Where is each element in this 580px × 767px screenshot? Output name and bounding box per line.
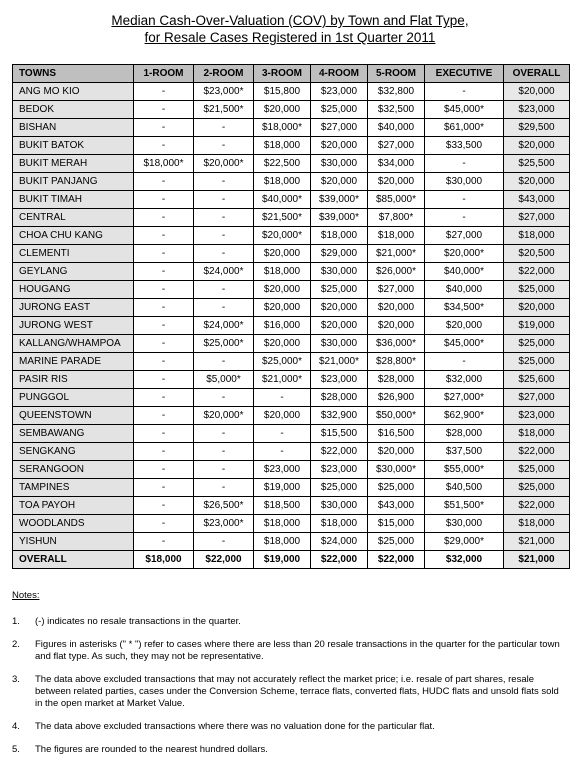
value-cell: $20,500 [504,245,570,263]
value-cell: $26,000* [368,263,425,281]
table-row [13,119,570,137]
value-cell: $21,500* [254,209,311,227]
table-row [13,299,570,317]
value-cell: $51,500* [425,497,504,515]
value-cell: $27,000 [504,209,570,227]
value-cell: $21,000* [368,245,425,263]
town-cell: HOUGANG [13,281,134,299]
value-cell: $18,000 [504,425,570,443]
note-item [12,674,568,710]
value-cell: $36,000* [368,335,425,353]
value-cell: $20,000 [504,173,570,191]
value-cell: $24,000 [311,533,368,551]
value-cell: $20,000 [504,83,570,101]
town-cell: TOA PAYOH [13,497,134,515]
value-cell: $20,000* [194,155,254,173]
town-cell: ANG MO KIO [13,83,134,101]
value-cell: $30,000 [311,263,368,281]
value-cell: $18,000 [254,137,311,155]
value-cell: - [194,119,254,137]
value-cell: - [134,299,194,317]
table-header-row [13,65,570,83]
table-row [13,461,570,479]
value-cell: - [254,425,311,443]
value-cell: $18,000 [368,227,425,245]
note-text: The data above excluded transactions that may not accurately reflect the market price; i.e. resale of part shares, resale between related parties, cases under the Conversion Scheme, terrace flats, converted flats, HUDC flats and unsold flats sold in the open market at Market Value. [35,674,559,709]
value-cell: $30,000 [311,335,368,353]
value-cell: $20,000 [311,173,368,191]
table-row [13,389,570,407]
value-cell: $18,000 [254,515,311,533]
town-cell: PUNGGOL [13,389,134,407]
table-row [13,425,570,443]
value-cell: - [194,389,254,407]
value-cell: $23,000 [504,407,570,425]
value-cell: $21,000* [254,371,311,389]
value-cell: $20,000 [254,245,311,263]
value-cell: $20,000* [194,407,254,425]
value-cell: - [194,227,254,245]
value-cell: $23,000* [194,515,254,533]
table-row [13,479,570,497]
value-cell: $20,000 [368,443,425,461]
value-cell: $30,000 [425,173,504,191]
value-cell: $21,000 [504,533,570,551]
value-cell: $27,000 [311,119,368,137]
town-cell: QUEENSTOWN [13,407,134,425]
value-cell: $18,500 [254,497,311,515]
value-cell: $25,000 [504,353,570,371]
value-cell: $25,000 [368,479,425,497]
value-cell: $20,000 [425,317,504,335]
value-cell: - [194,209,254,227]
notes-list [12,616,568,756]
value-cell: $23,000 [311,461,368,479]
value-cell: - [134,119,194,137]
value-cell: $20,000 [311,137,368,155]
column-header-towns: TOWNS [13,65,134,83]
value-cell: - [134,515,194,533]
value-cell: $20,000* [254,227,311,245]
value-cell: $18,000 [254,173,311,191]
table-row [13,245,570,263]
town-cell: BUKIT TIMAH [13,191,134,209]
value-cell: $29,000 [311,245,368,263]
value-cell: $30,000* [368,461,425,479]
value-cell: $22,000 [504,263,570,281]
value-cell: $26,500* [194,497,254,515]
value-cell: $22,000 [311,551,368,569]
town-cell: BISHAN [13,119,134,137]
value-cell: - [194,425,254,443]
town-cell: SENGKANG [13,443,134,461]
value-cell: - [194,281,254,299]
town-cell: TAMPINES [13,479,134,497]
value-cell: - [194,533,254,551]
value-cell: $26,900 [368,389,425,407]
value-cell: $32,800 [368,83,425,101]
value-cell: $34,000 [368,155,425,173]
value-cell: $22,000 [504,443,570,461]
notes-heading: Notes: [12,590,40,601]
table-row [13,515,570,533]
table-row [13,281,570,299]
value-cell: $22,000 [368,551,425,569]
value-cell: $5,000* [194,371,254,389]
value-cell: $27,000 [504,389,570,407]
value-cell: $27,000* [425,389,504,407]
value-cell: $39,000* [311,191,368,209]
value-cell: $28,000 [425,425,504,443]
town-cell: BUKIT BATOK [13,137,134,155]
value-cell: $18,000 [504,515,570,533]
town-cell: BUKIT PANJANG [13,173,134,191]
value-cell: $22,500 [254,155,311,173]
town-cell: CLEMENTI [13,245,134,263]
value-cell: $24,000* [194,263,254,281]
value-cell: $22,000 [311,443,368,461]
town-cell: CENTRAL [13,209,134,227]
notes-section [12,590,568,767]
note-number: 5. [12,744,20,755]
table-row [13,371,570,389]
value-cell: $20,000 [254,281,311,299]
column-header: 2-ROOM [194,65,254,83]
note-text: The data above excluded transactions where there was no valuation done for the particular flat. [35,721,435,732]
note-number: 2. [12,639,20,650]
value-cell: $15,500 [311,425,368,443]
town-cell: OVERALL [13,551,134,569]
value-cell: $40,500 [425,479,504,497]
table-row [13,407,570,425]
value-cell: - [425,191,504,209]
value-cell: $62,900* [425,407,504,425]
value-cell: $40,000* [425,263,504,281]
table-row [13,353,570,371]
value-cell: $20,000* [425,245,504,263]
value-cell: $28,000 [368,371,425,389]
value-cell: - [134,101,194,119]
value-cell: $34,500* [425,299,504,317]
note-number: 4. [12,721,20,732]
value-cell: - [134,83,194,101]
value-cell: - [134,443,194,461]
value-cell: - [134,479,194,497]
table-row [13,335,570,353]
note-text: The figures are rounded to the nearest hundred dollars. [35,744,268,755]
column-header: EXECUTIVE [425,65,504,83]
town-cell: KALLANG/WHAMPOA [13,335,134,353]
value-cell: $27,000 [368,137,425,155]
table-row [13,155,570,173]
value-cell: - [134,425,194,443]
value-cell: $18,000 [504,227,570,245]
value-cell: - [134,317,194,335]
town-cell: SEMBAWANG [13,425,134,443]
table-row-overall [13,551,570,569]
value-cell: - [134,281,194,299]
value-cell: - [254,389,311,407]
table-body [13,83,570,569]
town-cell: BUKIT MERAH [13,155,134,173]
note-number: 1. [12,616,20,627]
value-cell: - [134,191,194,209]
value-cell: - [194,299,254,317]
town-cell: JURONG WEST [13,317,134,335]
table-row [13,227,570,245]
value-cell: $23,000 [504,101,570,119]
table-row [13,533,570,551]
value-cell: - [134,245,194,263]
table-row [13,101,570,119]
value-cell: $23,000* [194,83,254,101]
value-cell: $50,000* [368,407,425,425]
town-cell: SERANGOON [13,461,134,479]
town-cell: MARINE PARADE [13,353,134,371]
value-cell: - [194,191,254,209]
table-row [13,83,570,101]
value-cell: $23,000 [311,371,368,389]
value-cell: - [194,443,254,461]
town-cell: CHOA CHU KANG [13,227,134,245]
value-cell: $25,000* [194,335,254,353]
town-cell: WOODLANDS [13,515,134,533]
value-cell: $25,000* [254,353,311,371]
value-cell: - [134,263,194,281]
value-cell: $24,000* [194,317,254,335]
column-header: OVERALL [504,65,570,83]
town-cell: JURONG EAST [13,299,134,317]
value-cell: $30,000 [425,515,504,533]
value-cell: $25,600 [504,371,570,389]
value-cell: $25,000 [311,479,368,497]
value-cell: $25,000 [504,461,570,479]
value-cell: $16,000 [254,317,311,335]
value-cell: $43,000 [368,497,425,515]
value-cell: $30,000 [311,497,368,515]
value-cell: $32,000 [425,371,504,389]
value-cell: - [134,209,194,227]
value-cell: $32,500 [368,101,425,119]
value-cell: $16,500 [368,425,425,443]
value-cell: $20,000 [311,317,368,335]
value-cell: - [194,479,254,497]
value-cell: $45,000* [425,335,504,353]
town-cell: GEYLANG [13,263,134,281]
title-line-1: Median Cash-Over-Valuation (COV) by Town and Flat Type, [111,13,469,28]
value-cell: $20,000 [254,101,311,119]
value-cell: $20,000 [368,299,425,317]
column-header: 3-ROOM [254,65,311,83]
value-cell: $25,000 [504,335,570,353]
value-cell: $20,000 [504,299,570,317]
value-cell: $23,000 [311,83,368,101]
value-cell: $25,500 [504,155,570,173]
value-cell: $23,000 [254,461,311,479]
value-cell: $20,000 [311,299,368,317]
note-text: (-) indicates no resale transactions in the quarter. [35,616,241,627]
value-cell: $18,000* [254,119,311,137]
value-cell: - [134,137,194,155]
value-cell: $55,000* [425,461,504,479]
value-cell: $40,000 [368,119,425,137]
table-row [13,263,570,281]
value-cell: - [134,533,194,551]
value-cell: $20,000 [254,407,311,425]
value-cell: $15,800 [254,83,311,101]
document-title [0,12,580,46]
value-cell: $32,900 [311,407,368,425]
table-row [13,497,570,515]
value-cell: $39,000* [311,209,368,227]
value-cell: $33,500 [425,137,504,155]
value-cell: $30,000 [311,155,368,173]
note-item [12,616,568,628]
value-cell: $22,000 [194,551,254,569]
note-text: Figures in asterisks (" * ") refer to cases where there are less than 20 resale transactions in the quarter for the particular town and flat type. As such, they may not be representative. [35,639,560,662]
value-cell: $20,000 [368,173,425,191]
column-header: 1-ROOM [134,65,194,83]
value-cell: - [194,173,254,191]
value-cell: $25,000 [368,533,425,551]
value-cell: - [134,407,194,425]
value-cell: $85,000* [368,191,425,209]
value-cell: - [134,227,194,245]
value-cell: $19,000 [254,479,311,497]
column-header: 4-ROOM [311,65,368,83]
value-cell: $20,000 [504,137,570,155]
note-number: 3. [12,674,20,685]
title-line-2: for Resale Cases Registered in 1st Quarter 2011 [144,30,436,45]
value-cell: $20,000 [254,299,311,317]
value-cell: $21,000* [311,353,368,371]
value-cell: - [194,245,254,263]
value-cell: - [425,155,504,173]
value-cell: - [134,371,194,389]
value-cell: $18,000* [134,155,194,173]
value-cell: - [425,83,504,101]
value-cell: $40,000 [425,281,504,299]
table-row [13,137,570,155]
value-cell: $43,000 [504,191,570,209]
value-cell: - [134,461,194,479]
value-cell: $21,000 [504,551,570,569]
value-cell: $18,000 [311,227,368,245]
value-cell: $19,000 [504,317,570,335]
town-cell: YISHUN [13,533,134,551]
table-row [13,443,570,461]
value-cell: $18,000 [254,533,311,551]
value-cell: - [134,353,194,371]
value-cell: $28,000 [311,389,368,407]
value-cell: $7,800* [368,209,425,227]
town-cell: PASIR RIS [13,371,134,389]
value-cell: - [134,389,194,407]
value-cell: $25,000 [504,479,570,497]
value-cell: - [425,209,504,227]
town-cell: BEDOK [13,101,134,119]
value-cell: $25,000 [311,101,368,119]
table-row [13,209,570,227]
value-cell: $20,000 [254,335,311,353]
value-cell: $27,000 [425,227,504,245]
value-cell: $40,000* [254,191,311,209]
value-cell: $18,000 [311,515,368,533]
value-cell: $45,000* [425,101,504,119]
value-cell: $29,000* [425,533,504,551]
value-cell: $22,000 [504,497,570,515]
value-cell: $27,000 [368,281,425,299]
value-cell: $37,500 [425,443,504,461]
note-item [12,639,568,663]
value-cell: $18,000 [254,263,311,281]
table-row [13,317,570,335]
value-cell: $32,000 [425,551,504,569]
value-cell: - [134,497,194,515]
value-cell: $28,800* [368,353,425,371]
value-cell: $19,000 [254,551,311,569]
value-cell: $20,000 [368,317,425,335]
value-cell: $61,000* [425,119,504,137]
value-cell: $15,000 [368,515,425,533]
value-cell: - [134,335,194,353]
value-cell: $25,000 [311,281,368,299]
value-cell: - [254,443,311,461]
table-row [13,191,570,209]
value-cell: $18,000 [134,551,194,569]
column-header: 5-ROOM [368,65,425,83]
value-cell: $29,500 [504,119,570,137]
value-cell: - [134,173,194,191]
value-cell: - [425,353,504,371]
value-cell: $21,500* [194,101,254,119]
table-row [13,173,570,191]
value-cell: $25,000 [504,281,570,299]
value-cell: - [194,353,254,371]
value-cell: - [194,461,254,479]
note-item [12,744,568,756]
cov-table [12,64,570,569]
value-cell: - [194,137,254,155]
note-item [12,721,568,733]
